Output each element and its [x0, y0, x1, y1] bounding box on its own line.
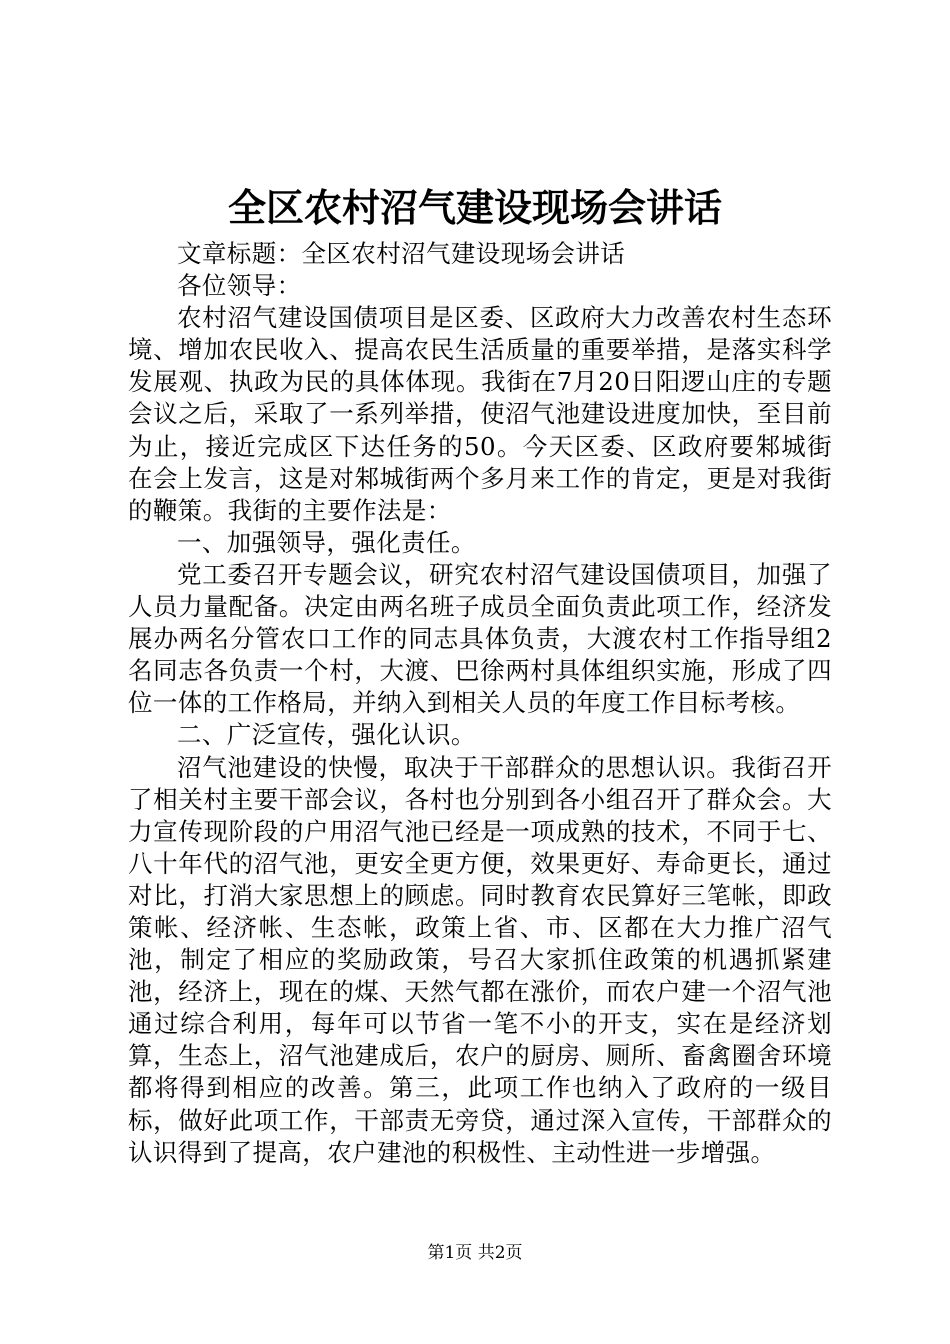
document-body	[128, 238, 832, 1169]
section-heading: 二、广泛宣传，强化认识。	[177, 720, 476, 750]
salutation: 各位领导：	[177, 271, 302, 301]
body-paragraph: 党工委召开专题会议，研究农村沼气建设国债项目，加强了人员力量配备。决定由两名班子成员全面负责此项工作，经济发展办两名分管农口工作的同志具体负责，大渡农村工作指导组2名同志各负责一个村，大渡、巴徐两村具体组织实施，形成了四位一体的工作格局，并纳入到相关人员的年度工作目标考核。	[128, 559, 832, 718]
document-title: 全区农村沼气建设现场会讲话	[227, 185, 722, 230]
article-title-line: 文章标题：全区农村沼气建设现场会讲话	[177, 239, 626, 268]
body-paragraph: 沼气池建设的快慢，取决于干部群众的思想认识。我街召开了相关村主要干部会议，各村也分别到各小组召开了群众会。大力宣传现阶段的户用沼气池已经是一项成熟的技术，不同于七、八十年代的沼气池，更安全更方便，效果更好、寿命更长，通过对比，打消大家思想上的顾虑。同时教育农民算好三笔帐，即政策帐、经济帐、生态帐，政策上省、市、区都在大力推广沼气池，制定了相应的奖励政策，号召大家抓住政策的机遇抓紧建池，经济上，现在的煤、天然气都在涨价，而农户建一个沼气池通过综合利用，每年可以节省一笔不小的开支，实在是经济划算，生态上，沼气池建成后，农户的厨房、厕所、畜禽圈舍环境都将得到相应的改善。第三，此项工作也纳入了政府的一级目标，做好此项工作，干部责无旁贷，通过深入宣传，干部群众的认识得到了提高，农户建池的积极性、主动性进一步增强。	[128, 752, 832, 1167]
page-footer: 第1页 共2页	[427, 1243, 523, 1263]
section-heading: 一、加强领导，强化责任。	[177, 527, 476, 557]
body-paragraph: 农村沼气建设国债项目是区委、区政府大力改善农村生态环境、增加农民收入、提高农民生活质量的重要举措，是落实科学发展观、执政为民的具体体现。我街在7月20日阳逻山庄的专题会议之后，采取了一系列举措，使沼气池建设进度加快，至目前为止，接近完成区下达任务的50。今天区委、区政府要邾城街在会上发言，这是对邾城街两个多月来工作的肯定，更是对我街的鞭策。我街的主要作法是：	[128, 303, 832, 525]
